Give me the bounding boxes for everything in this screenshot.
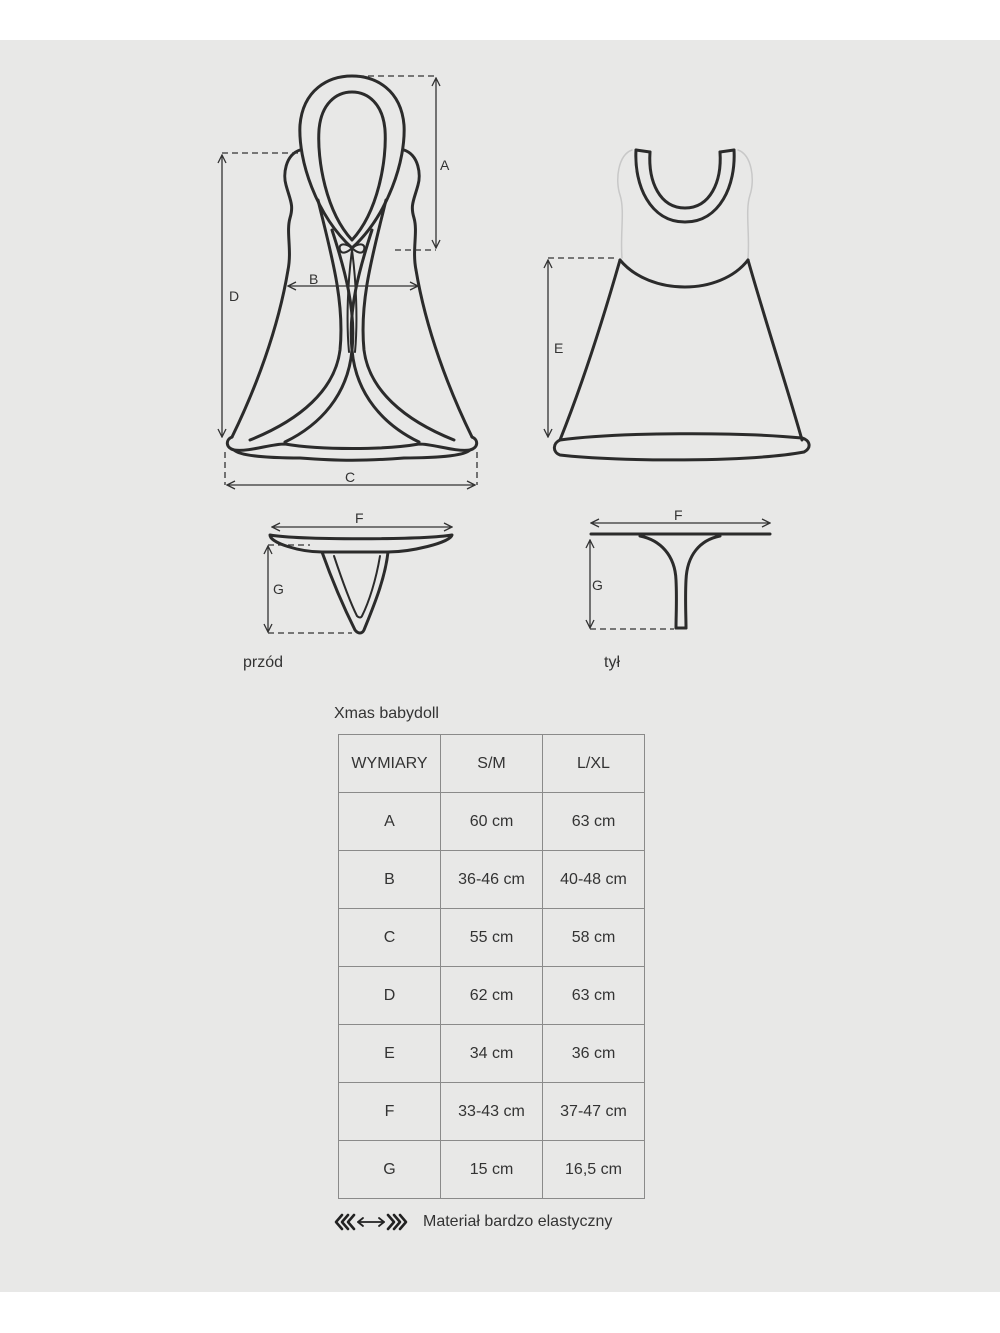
back-neck-ends	[636, 150, 734, 152]
right-trim-inner	[351, 230, 419, 442]
back-skirt-left	[560, 260, 620, 440]
thong-back-dimensions	[590, 523, 770, 629]
thong-front-waistband	[270, 535, 452, 552]
front-hem-bottom	[234, 450, 470, 460]
table-cell: 36-46 cm	[441, 851, 543, 909]
table-cell: G	[339, 1141, 441, 1199]
table-cell: 37-47 cm	[543, 1083, 645, 1141]
dim-label-g-front: G	[273, 581, 284, 597]
dim-label-a: A	[440, 157, 450, 173]
header-cell: WYMIARY	[339, 735, 441, 793]
hood-outer	[300, 76, 404, 248]
babydoll-back	[554, 150, 809, 460]
right-skirt-side	[416, 270, 472, 437]
table-cell: 40-48 cm	[543, 851, 645, 909]
table-cell: 36 cm	[543, 1025, 645, 1083]
size-table-title: Xmas babydoll	[334, 705, 439, 722]
dim-label-c: C	[345, 469, 356, 485]
header-cell: S/M	[441, 735, 543, 793]
header-cell: L/XL	[543, 735, 645, 793]
table-row	[339, 1025, 645, 1083]
left-trim-outer	[250, 200, 341, 440]
front-view-label: przód	[243, 654, 284, 671]
dim-label-b: B	[309, 271, 319, 287]
back-bodice-faint	[618, 150, 753, 258]
back-skirt-right	[748, 260, 802, 440]
dim-label-d: D	[229, 288, 240, 304]
left-skirt-side	[232, 270, 288, 437]
table-cell: 55 cm	[441, 909, 543, 967]
back-view-label: tył	[604, 654, 620, 671]
thong-back-string-left	[640, 536, 676, 628]
table-row	[339, 909, 645, 967]
table-cell: F	[339, 1083, 441, 1141]
table-cell: 60 cm	[441, 793, 543, 851]
dim-label-f-back: F	[674, 507, 683, 523]
left-trim-inner	[285, 230, 353, 442]
table-cell: C	[339, 909, 441, 967]
table-row	[339, 851, 645, 909]
table-cell: 15 cm	[441, 1141, 543, 1199]
back-neckline-inner	[650, 152, 720, 208]
front-hem-top	[227, 437, 476, 450]
table-cell: B	[339, 851, 441, 909]
table-cell: E	[339, 1025, 441, 1083]
elasticity-legend	[333, 1211, 612, 1233]
table-cell: D	[339, 967, 441, 1025]
back-hem-band	[554, 438, 809, 460]
table-cell: 58 cm	[543, 909, 645, 967]
thong-back	[591, 534, 770, 628]
table-cell: 63 cm	[543, 967, 645, 1025]
table-row	[339, 1141, 645, 1199]
thong-front	[270, 535, 452, 633]
table-cell: A	[339, 793, 441, 851]
babydoll-front	[227, 76, 476, 460]
table-cell: 63 cm	[543, 793, 645, 851]
dim-label-e: E	[554, 340, 564, 356]
stretch-arrows-icon	[333, 1211, 409, 1233]
table-row	[339, 967, 645, 1025]
table-cell: 33-43 cm	[441, 1083, 543, 1141]
dim-label-g-back: G	[592, 577, 603, 593]
size-table	[338, 734, 645, 1199]
right-shoulder	[404, 150, 419, 270]
left-shoulder	[285, 150, 300, 270]
table-row	[339, 793, 645, 851]
table-cell: 16,5 cm	[543, 1141, 645, 1199]
elasticity-legend-text: Materiał bardzo elastyczny	[423, 1213, 613, 1230]
table-header-row	[339, 735, 645, 793]
thong-back-string-right	[686, 536, 720, 628]
right-trim-outer	[363, 200, 454, 440]
table-cell: 34 cm	[441, 1025, 543, 1083]
dim-label-f-front: F	[355, 510, 364, 526]
back-hem-top	[560, 434, 802, 440]
table-row	[339, 1083, 645, 1141]
table-cell: 62 cm	[441, 967, 543, 1025]
back-underbust	[620, 260, 748, 287]
